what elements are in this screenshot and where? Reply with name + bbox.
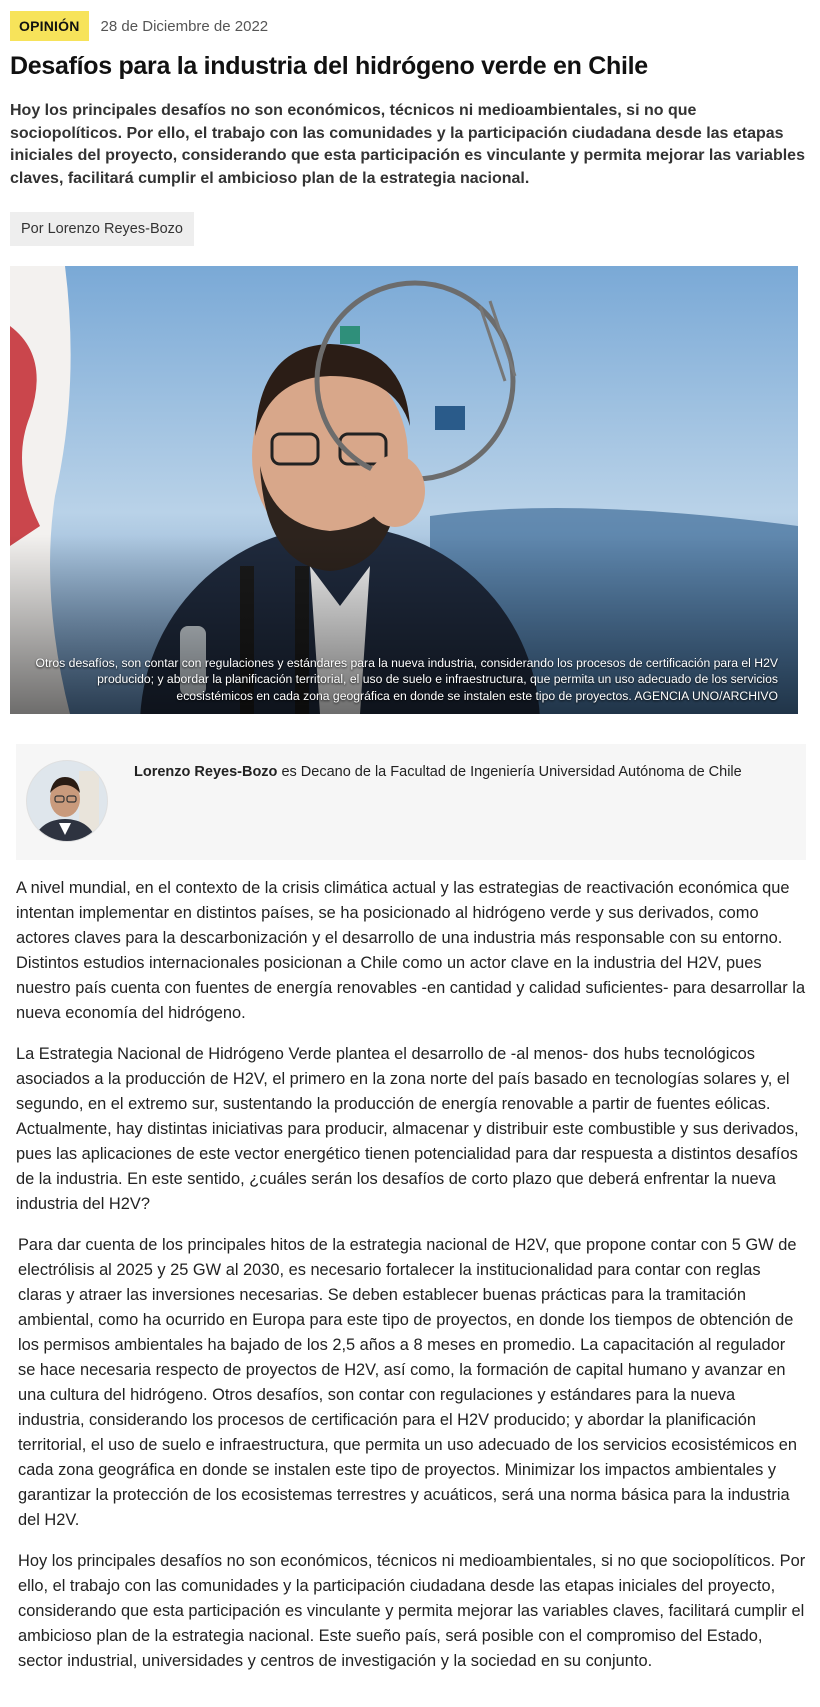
section-badge[interactable]: OPINIÓN: [10, 11, 89, 41]
photo-illustration: [10, 266, 798, 714]
article-body: [16, 876, 806, 1690]
article-photo: [10, 266, 798, 714]
photo-caption: Otros desafíos, son contar con regulaciones y estándares para la nueva industria, considerando los procesos de certificación para el H2V producido; y abordar la planificación territorial, el uso de suelo e infraestructura, que permita un uso adecuado de los servicios ecosistémicos en cada zona geográfica en donde se instalen este tipo de proyectos. AGENCIA UNO/ARCHIVO: [35, 655, 778, 703]
author-avatar: [26, 760, 108, 842]
byline[interactable]: Por Lorenzo Reyes-Bozo: [10, 212, 194, 246]
article-lead: Hoy los principales desafíos no son económicos, técnicos ni medioambientales, si no que sociopolíticos. Por ello, el trabajo con las comunidades y la participación ciudadana desde las etapas iniciales del proyecto, considerando que esta participación es vinculante y permita mejorar las variables claves, facilitará cumplir el ambicioso plan de la estrategia nacional.: [10, 102, 805, 187]
body-paragraph: A nivel mundial, en el contexto de la crisis climática actual y las estrategias de reactivación económica que intentan implementar en distintos países, se ha posicionado al hidrógeno verde y sus derivados, como actores claves para la descarbonización y el desarrollo de una industria más responsable con su entorno. Distintos estudios internacionales posicionan a Chile como un actor clave en la industria del H2V, pues nuestro país cuenta con fuentes de energía renovables -en cantidad y calidad suficientes- para desarrollar la nueva economía del hidrógeno.: [16, 879, 806, 1022]
article-title: Desafíos para la industria del hidrógeno verde en Chile: [10, 52, 648, 80]
author-bio: [134, 762, 784, 782]
avatar-illustration: [27, 761, 107, 841]
publish-date: 28 de Diciembre de 2022: [100, 17, 269, 35]
author-description: es Decano de la Facultad de Ingeniería Universidad Autónoma de Chile: [277, 764, 742, 780]
article-meta: [10, 11, 268, 41]
author-name[interactable]: Lorenzo Reyes-Bozo: [134, 764, 278, 780]
author-box: [16, 744, 806, 860]
body-paragraph: Para dar cuenta de los principales hitos de la estrategia nacional de H2V, que propone contar con 5 GW de electrólisis al 2025 y 25 GW al 2030, es necesario fortalecer la institucionalidad para contar con reglas claras y atraer las inversiones necesarias. Se deben establecer buenas prácticas para la tramitación ambiental, como ha ocurrido en Europa para este tipo de proyectos, en donde los tiempos de obtención de los permisos ambientales ha bajado de los 2,5 años a 8 meses en promedio. La capacitación al regulador se hace necesaria respecto de proyectos de H2V, así como, la formación de capital humano y avanzar en una cultura del hidrógeno. Otros desafíos, son contar con regulaciones y estándares para la nueva industria, considerando los procesos de certificación para el H2V producido; y abordar la planificación territorial, el uso de suelo e infraestructura, que permita un uso adecuado de los servicios ecosistémicos en cada zona geográfica en donde se instalen este tipo de proyectos. Minimizar los impactos ambientales y garantizar la protección de los ecosistemas terrestres y acuáticos, será una norma básica para la industria del H2V.: [18, 1236, 797, 1529]
body-paragraph: Hoy los principales desafíos no son económicos, técnicos ni medioambientales, si no que sociopolíticos. Por ello, el trabajo con las comunidades y la participación ciudadana desde las etapas iniciales del proyecto, considerando que esta participación es vinculante y permita mejorar las variables claves, facilitará cumplir el ambicioso plan de la estrategia nacional. Este sueño país, será posible con el compromiso del Estado, sector industrial, universidades y centros de investigación y la sociedad en su conjunto.: [18, 1552, 806, 1670]
body-paragraph: La Estrategia Nacional de Hidrógeno Verde plantea el desarrollo de -al menos- dos hubs tecnológicos asociados a la producción de H2V, el primero en la zona norte del país basado en tecnologías solares y, el segundo, en el extremo sur, sustentando la producción de energía renovable a partir de fuentes eólicas. Actualmente, hay distintas iniciativas para producir, almacenar y distribuir este combustible y sus derivados, pues las aplicaciones de este vector energético tienen potencialidad para dar respuesta a distintos desafíos de la industria. En este sentido, ¿cuáles serán los desafíos de corto plazo que deberá enfrentar la nueva industria del H2V?: [16, 1045, 799, 1213]
